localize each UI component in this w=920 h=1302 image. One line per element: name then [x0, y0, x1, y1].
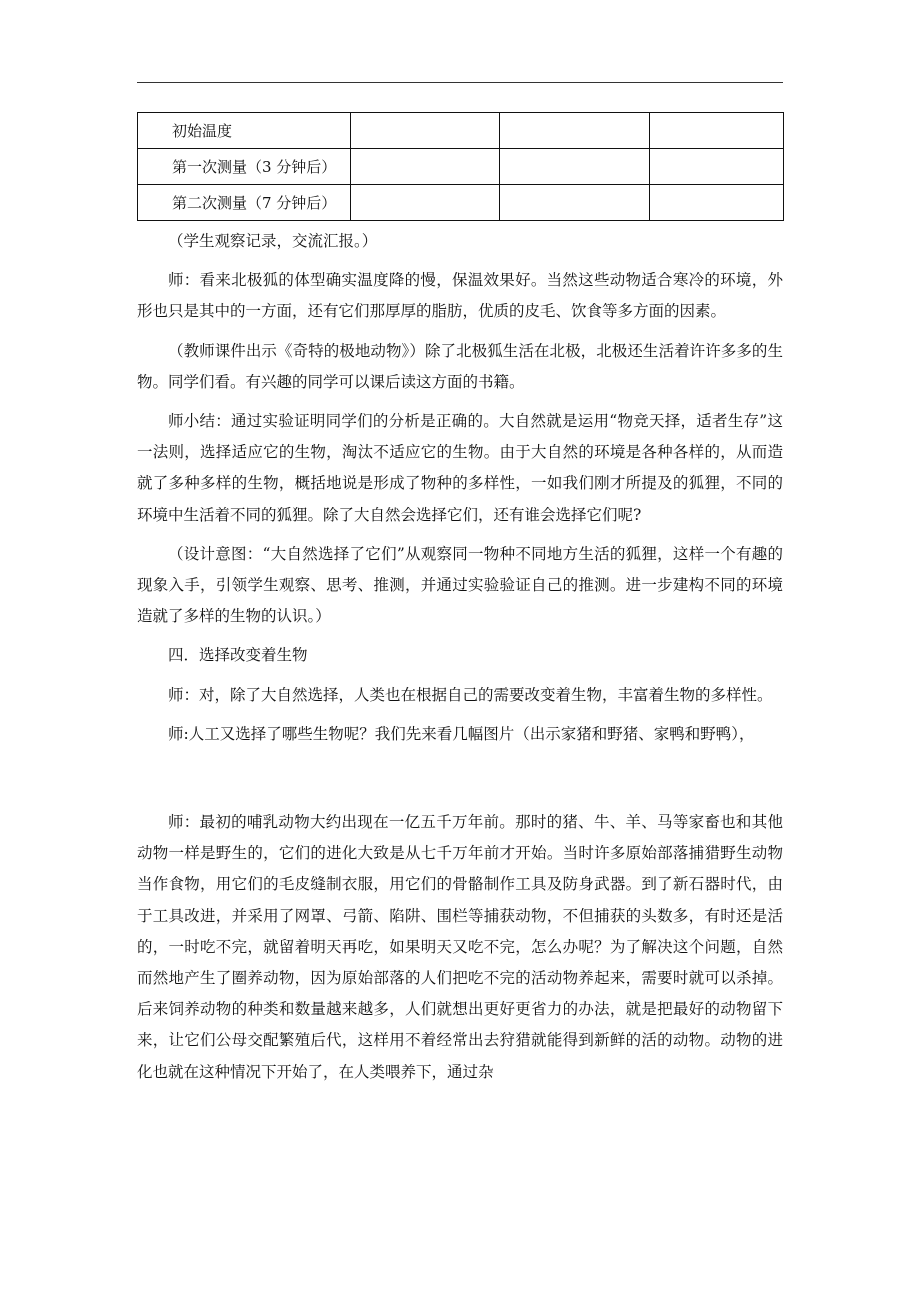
- table-cell: [351, 149, 500, 185]
- section-heading: 四．选择改变着生物: [168, 646, 308, 665]
- paragraph-teacher-summary: 师小结：通过实验证明同学们的分析是正确的。大自然就是运用“物竞天择，适者生存”这一法则，选择适应它的生物，淘汰不适应它的生物。由于大自然的环境是各种各样的，从而造就了多种多样的生物，概括地说是形成了物种的多样性，一如我们刚才所提及的狐狸，不同的环境中生活着不同的狐狸。除了大自然会选择它们，还有谁会选择它们呢?: [137, 412, 783, 524]
- table-cell: [351, 185, 500, 221]
- table-cell: [500, 113, 650, 149]
- table-cell: [650, 113, 784, 149]
- table-cell: [650, 185, 784, 221]
- table-cell: [500, 185, 650, 221]
- paragraph-courseware: （教师课件出示《奇特的极地动物》）除了北极狐生活在北极，北极还生活着许许多多的生物。同学们看。有兴趣的同学可以课后读这方面的书籍。: [137, 341, 783, 391]
- paragraph-arctic-fox: 师：看来北极狐的体型确实温度降的慢，保温效果好。当然这些动物适合寒冷的环境，外形也只是其中的一方面，还有它们那厚厚的脂肪，优质的皮毛、饮食等多方面的因素。: [137, 271, 783, 321]
- blank-gap: [137, 758, 783, 807]
- header-rule: [137, 82, 783, 83]
- table-cell: [351, 113, 500, 149]
- paragraph-pictures: 师:人工又选择了哪些生物呢？我们先来看几幅图片（出示家猪和野猪、家鸭和野鸭），: [168, 724, 755, 743]
- row-label: 第二次测量（7 分钟后）: [138, 185, 351, 221]
- body-text: [137, 226, 783, 1096]
- paragraph-student-report: （学生观察记录，交流汇报。）: [168, 232, 378, 250]
- paragraph-human-selection: 师：对，除了大自然选择，人类也在根据自己的需要改变着生物，丰富着生物的多样性。: [168, 685, 773, 704]
- paragraph-mammal-history: 师：最初的哺乳动物大约出现在一亿五千万年前。那时的猪、牛、羊、马等家畜也和其他动物一样是野生的，它们的进化大致是从七千万年前才开始。当时许多原始部落捕猎野生动物当作食物，用它们的毛皮缝制衣服，用它们的骨骼制作工具及防身武器。到了新石器时代，由于工具改进，并采用了网罩、弓箭、陷阱、围栏等捕获动物，不但捕获的头数多，有时还是活的，一时吃不完，就留着明天再吃，如果明天又吃不完，怎么办呢？为了解决这个问题，自然而然地产生了圈养动物，因为原始部落的人们把吃不完的活动物养起来，需要时就可以杀掉。后来饲养动物的种类和数量越来越多，人们就想出更好更省力的办法，就是把最好的动物留下来，让它们公母交配繁殖后代，这样用不着经常出去狩猎就能得到新鲜的活的动物。动物的进化也就在这种情况下开始了，在人类喂养下，通过杂: [137, 813, 783, 1081]
- row-label: 第一次测量（3 分钟后）: [138, 149, 351, 185]
- table-row: [138, 149, 784, 185]
- table-row: [138, 113, 784, 149]
- paragraph-design-intent: （设计意图：“大自然选择了它们”从观察同一物种不同地方生活的狐狸，这样一个有趣的现象入手，引领学生观察、思考、推测，并通过实验验证自己的推测。进一步建构不同的环境造就了多样的生物的认识。）: [137, 544, 783, 626]
- table-cell: [650, 149, 784, 185]
- temperature-table: [137, 112, 784, 221]
- table-row: [138, 185, 784, 221]
- table-cell: [500, 149, 650, 185]
- row-label: 初始温度: [138, 113, 351, 149]
